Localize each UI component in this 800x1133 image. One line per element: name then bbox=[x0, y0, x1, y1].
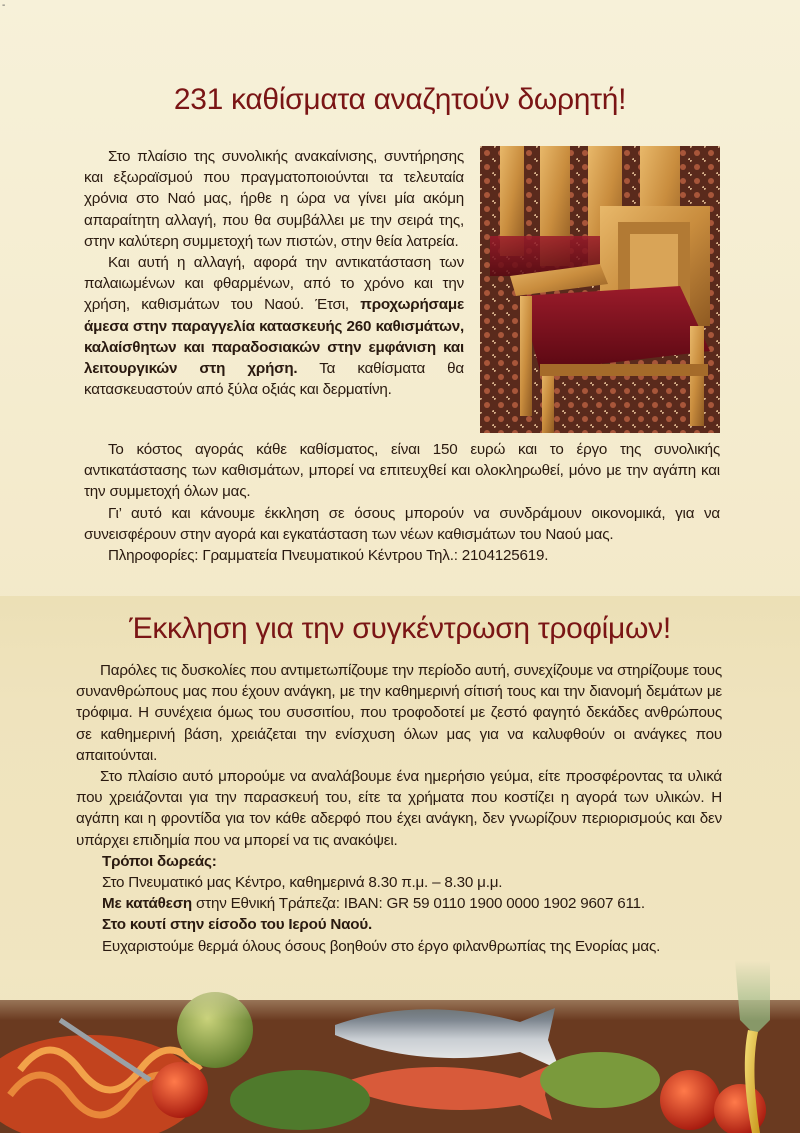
section1-title: 231 καθίσματα αναζητούν δωρητή! bbox=[173, 83, 627, 116]
donation-way-2-rest: στην Εθνική Τράπεζα: IBAN: GR 59 0110 1900 0000 1902 9607 611. bbox=[191, 895, 645, 913]
section2-title: Έκκληση για την συγκέντρωση τροφίμων! bbox=[129, 612, 671, 645]
section1-text-full bbox=[84, 439, 720, 566]
food-photo-strip bbox=[0, 960, 800, 1133]
section1-info: Πληροφορίες: Γραμματεία Πνευματικού Κέντρου Τηλ.: 2104125619. bbox=[108, 547, 549, 565]
donation-ways-heading bbox=[76, 851, 722, 872]
section2-paragraph-2: Στο πλαίσιο αυτό μπορούμε να αναλάβουμε ένα ημερήσιο γεύμα, είτε προσφέροντας τα υλικά που χρειάζονται για την παρασκευή του, είτε τα χρήματα που κοστίζει η αγορά των υλικών. Η αγάπη και η φροντίδα για τον κάθε αδερφό που έχει ανάγκη, δεν γνωρίζουν περιορισμούς και δεν υπάρχει επιδημία που να μπορεί να τις ανακόψει. bbox=[76, 768, 722, 849]
donation-way-1: Στο Πνευματικό μας Κέντρο, καθημερινά 8.30 π.μ. – 8.30 μ.μ. bbox=[102, 874, 503, 892]
donation-way-2 bbox=[76, 893, 722, 914]
section1-paragraph-1: Στο πλαίσιο της συνολικής ανακαίνισης, συντήρησης και εξωραϊσμού που πραγματοποιούνται τα τελευταία χρόνια στο Ναό μας, ήρθε η ώρα να γίνει μία ακόμη απαραίτητη αλλαγή, που θα συμβάλλει με την σειρά της, στην καλύτερη συμμετοχή των πιστών, στην θεία λατρεία. bbox=[84, 148, 464, 250]
chairs-illustration bbox=[480, 146, 720, 433]
donation-way-2-bold: Με κατάθεση bbox=[102, 895, 192, 913]
section2-paragraph-1: Παρόλες τις δυσκολίες που αντιμετωπίζουμε την περίοδο αυτή, συνεχίζουμε να στηρίζουμε τους συνανθρώπους μας που έχουν ανάγκη, με την καθημερινή σίτισή τους και την διανομή δεμάτων με τρόφιμα. Η συνέχεια όμως του συσσιτίου, που τροφοδοτεί με ζεστό φαγητό δεκάδες ανθρώπους σε καθημερινή βάση, χρειάζεται την ενίσχυση όλων μας για να καλυφθούν οι ανάγκες που απαιτούνται. bbox=[76, 662, 722, 764]
section1-paragraph-2 bbox=[84, 252, 464, 400]
food-illustration bbox=[0, 960, 800, 1133]
section2-text-column bbox=[76, 660, 722, 957]
donation-way-3-bold: Στο κουτί στην είσοδο του Ιερού Ναού. bbox=[102, 916, 373, 934]
church-chairs-photo bbox=[480, 146, 720, 433]
section1-text-column bbox=[84, 146, 464, 400]
donation-way-3 bbox=[76, 914, 722, 935]
section1-p2-start: Και αυτή η αλλαγή, αφορά την αντικατάσταση των παλαιωμένων και φθαρμένων, από το χρόνο και την χρήση, καθισμάτων του Ναού. Έτσι, bbox=[84, 254, 464, 314]
section1-p2-bold: προχωρήσαμε άμεσα στην παραγγελία κατασκευής 260 καθισμάτων, καλαίσθητων και παραδοσιακών στην εμφάνιση και λειτουργικών στη χρήση. bbox=[84, 296, 464, 378]
section1-p2-end: Τα καθίσματα θα κατασκευαστούν από ξύλα οξιάς και δερματίνη. bbox=[84, 360, 465, 399]
corner-mark: - bbox=[2, 0, 6, 11]
donation-ways-heading-text: Τρόποι δωρεάς: bbox=[102, 852, 217, 870]
section1-paragraph-3: Το κόστος αγοράς κάθε καθίσματος, είναι 150 ευρώ και το έργο της συνολικής αντικατάστασης των καθισμάτων, μπορεί να επιτευχθεί και ολοκληρωθεί, μόνο με την αγάπη και την συμμετοχή όλων μας. bbox=[84, 441, 720, 501]
section1-paragraph-4: Γι’ αυτό και κάνουμε έκκληση σε όσους μπορούν να συνδράμουν οικονομικά, για να συνεισφέρουν στην αγορά και εγκατάσταση των νέων καθισμάτων του Ναού μας. bbox=[84, 504, 720, 543]
thanks-line: Ευχαριστούμε θερμά όλους όσους βοηθούν στο έργο φιλανθρωπίας της Ενορίας μας. bbox=[102, 937, 661, 955]
